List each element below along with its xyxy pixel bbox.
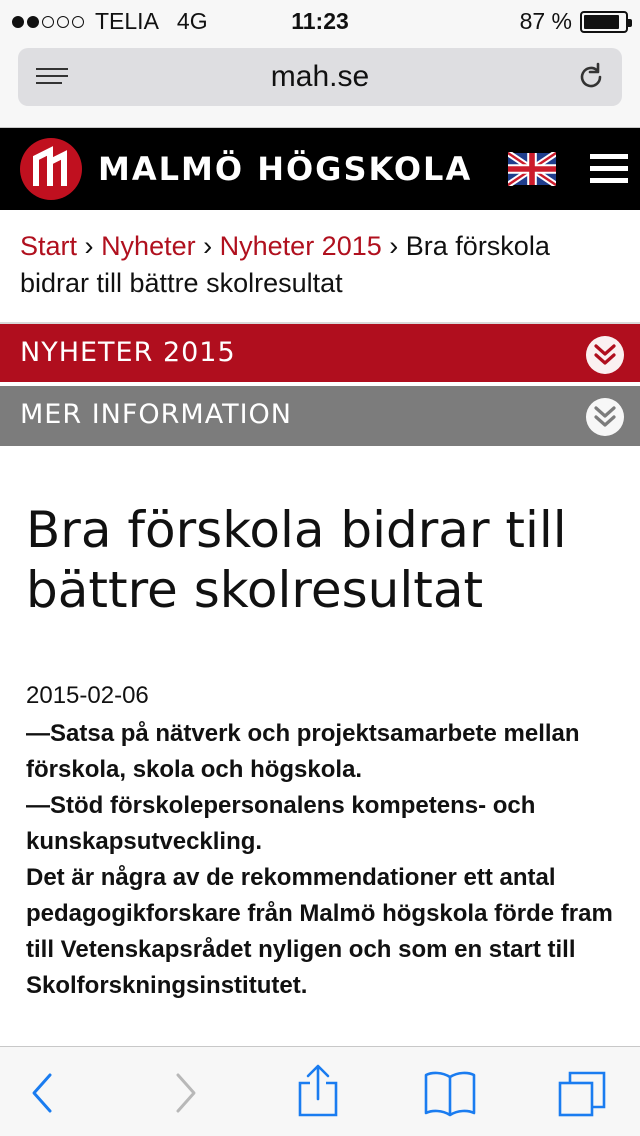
breadcrumb-separator: › bbox=[84, 231, 94, 261]
browser-toolbar bbox=[0, 1046, 640, 1136]
battery-icon bbox=[580, 11, 628, 33]
menu-line bbox=[590, 154, 628, 159]
breadcrumb-current: Bra förskola bidrar till bättre skolresultat bbox=[20, 231, 550, 298]
network-type: 4G bbox=[176, 8, 208, 34]
share-icon[interactable] bbox=[292, 1063, 344, 1119]
carrier-name: TELIA bbox=[95, 8, 159, 34]
battery-tip bbox=[628, 19, 632, 27]
hamburger-menu-icon[interactable] bbox=[590, 154, 628, 184]
article-date: 2015-02-06 bbox=[26, 682, 149, 709]
site-name[interactable]: MALMÖ HÖGSKOLA bbox=[98, 150, 473, 188]
lead-paragraph: Det är några av de rekommendationer ett antal pedagogikforskare från Malmö högskola förde fram till Vetenskapsrådet nyligen och som en start till Skolforskningsinstitutet. bbox=[26, 864, 613, 999]
accordion-label: MER INFORMATION bbox=[20, 399, 292, 430]
clock: 11:23 bbox=[291, 8, 349, 34]
browser-address-area bbox=[0, 40, 640, 128]
url-text[interactable]: mah.se bbox=[270, 60, 370, 93]
breadcrumb bbox=[20, 228, 620, 302]
breadcrumb-separator: › bbox=[203, 231, 213, 261]
site-header bbox=[0, 128, 640, 210]
forward-chevron-icon[interactable] bbox=[158, 1069, 210, 1117]
accordion-mer-information[interactable] bbox=[0, 386, 640, 446]
menu-line bbox=[590, 178, 628, 183]
status-right bbox=[520, 8, 628, 35]
address-bar[interactable] bbox=[18, 48, 622, 106]
double-chevron-down-icon[interactable] bbox=[586, 336, 624, 374]
tabs-icon[interactable] bbox=[556, 1069, 608, 1117]
article-title: Bra förskola bidrar till bättre skolresultat bbox=[26, 501, 567, 619]
breadcrumb-link-start[interactable]: Start bbox=[20, 231, 78, 261]
reload-icon[interactable] bbox=[576, 62, 606, 92]
bookmarks-book-icon[interactable] bbox=[424, 1069, 476, 1117]
lead-paragraph: —Satsa på nätverk och projektsamarbete mellan förskola, skola och högskola. bbox=[26, 720, 580, 783]
battery-fill bbox=[584, 15, 619, 29]
article-lead bbox=[26, 716, 616, 1004]
breadcrumb-link-nyheter-2015[interactable]: Nyheter 2015 bbox=[219, 231, 382, 261]
back-chevron-icon[interactable] bbox=[18, 1069, 70, 1117]
uk-flag-icon[interactable] bbox=[508, 152, 556, 186]
breadcrumb-separator: › bbox=[389, 231, 399, 261]
menu-line bbox=[590, 166, 628, 171]
lead-paragraph: —Stöd förskolepersonalens kompetens- och kunskapsutveckling. bbox=[26, 792, 536, 855]
malmo-hogskola-logo[interactable] bbox=[20, 138, 82, 200]
accordion-nyheter-2015[interactable] bbox=[0, 322, 640, 382]
breadcrumb-link-nyheter[interactable]: Nyheter bbox=[101, 231, 196, 261]
status-bar bbox=[0, 0, 640, 40]
battery-percent: 87 % bbox=[519, 8, 572, 34]
accordion-label: NYHETER 2015 bbox=[20, 337, 236, 368]
double-chevron-down-icon[interactable] bbox=[586, 398, 624, 436]
